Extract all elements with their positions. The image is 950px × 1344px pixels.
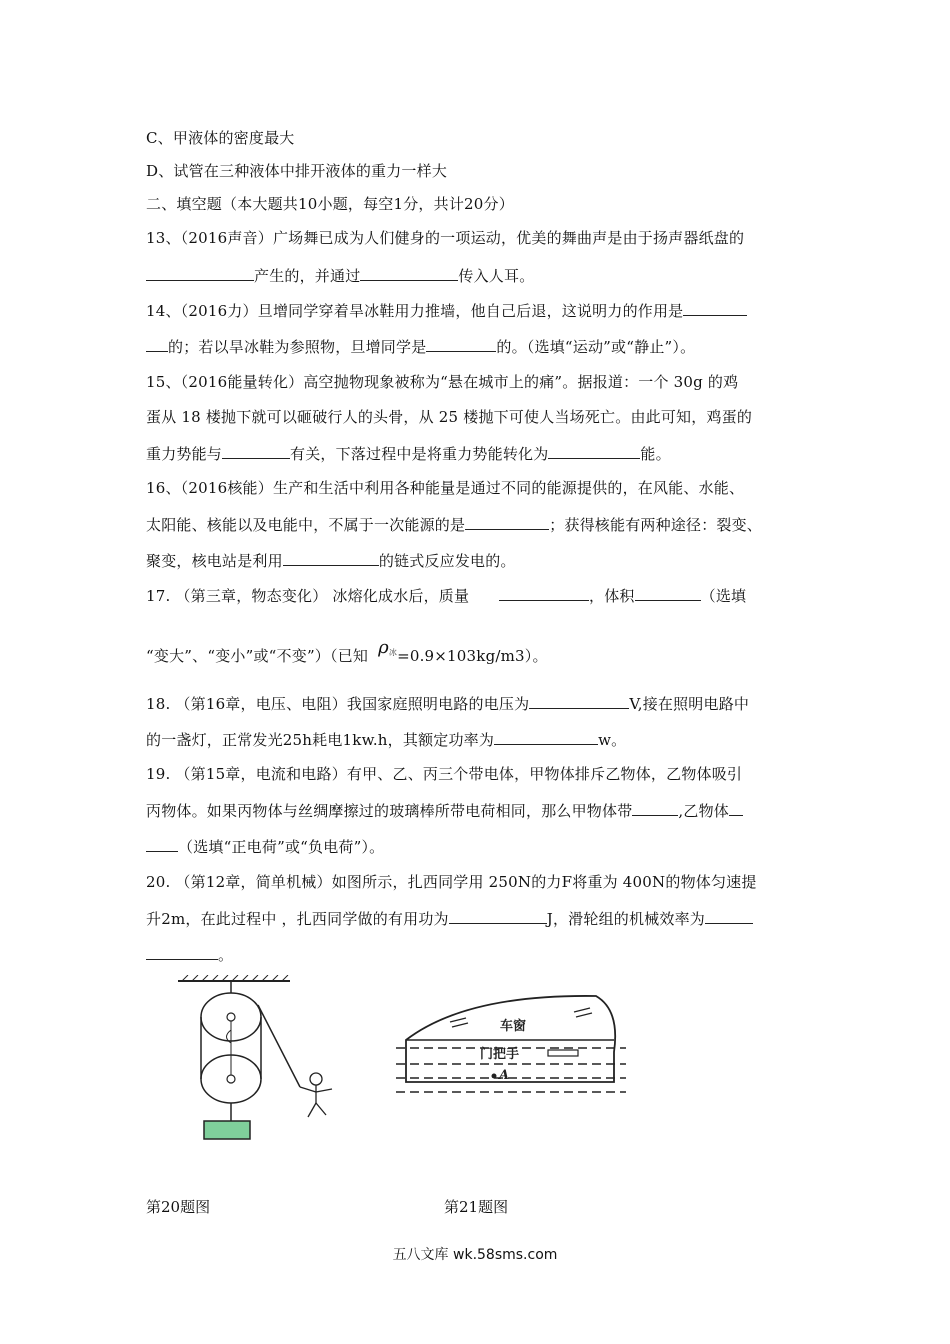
q19-line3: （选填“正电荷”或“负电荷”）。	[146, 836, 384, 857]
answer-blank[interactable]	[635, 585, 701, 601]
answer-blank[interactable]	[548, 443, 640, 459]
q16-line2: 太阳能、核能以及电能中，不属于一次能源的是 ；获得核能有两种途径：裂变、	[146, 516, 763, 534]
q17-line1: 17. （第三章，物态变化） 冰熔化成水后，质量 ，体积 （选填	[146, 587, 747, 605]
q20-line3: 。	[146, 944, 233, 965]
option-c: C、甲液体的密度最大	[146, 129, 295, 147]
rho-subscript: 冰	[388, 648, 398, 657]
answer-blank[interactable]	[529, 693, 629, 709]
q14-line2: 的；若以旱冰鞋为参照物，旦增同学是 的。（选填“运动”或“静止”）。	[146, 336, 695, 357]
pulley-figure	[172, 975, 362, 1145]
answer-blank[interactable]	[146, 336, 168, 352]
point-a-label: A	[499, 1068, 510, 1083]
q20-line1: 20. （第12章，简单机械）如图所示，扎西同学用 250N的力F将重为 400N的物体匀速提	[146, 873, 757, 891]
answer-blank[interactable]	[632, 800, 678, 816]
option-d: D、试管在三种液体中排开液体的重力一样大	[146, 162, 448, 180]
q14-line1: 14、（2016力）旦增同学穿着旱冰鞋用力推墙，他自己后退，这说明力的作用是	[146, 300, 747, 321]
answer-blank[interactable]	[283, 550, 379, 566]
q17-line2: “变大”、“变小”或“不变”）（已知 $\rho^冰=0.9\times 103kg/m3$）。	[146, 637, 548, 665]
door-handle-label: 门把手	[480, 1047, 520, 1062]
answer-blank[interactable]	[360, 265, 458, 281]
figure-20-caption: 第20题图	[146, 1198, 211, 1216]
answer-blank[interactable]	[705, 908, 753, 924]
rho-symbol: ρ	[378, 637, 389, 658]
answer-blank[interactable]	[494, 729, 598, 745]
q16-line1: 16、（2016核能）生产和生活中利用各种能量是通过不同的能源提供的，在风能、水能、	[146, 479, 745, 497]
answer-blank[interactable]	[146, 265, 254, 281]
answer-blank[interactable]	[499, 585, 589, 601]
q15-line1: 15、（2016能量转化）高空抛物现象被称为“悬在城市上的痛”。据报道：一个 30g 的鸡	[146, 373, 739, 391]
page-footer: 五八文库 wk.58sms.com	[392, 1247, 558, 1263]
q19-line2: 丙物体。如果丙物体与丝绸摩擦过的玻璃棒所带电荷相同，那么甲物体带 ,乙物体	[146, 800, 743, 821]
q13-line1: 13、（2016声音）广场舞已成为人们健身的一项运动，优美的舞曲声是由于扬声器纸盘的	[146, 229, 745, 247]
q18-line2: 的一盏灯，正常发光25h耗电1kw.h，其额定功率为 w。	[146, 731, 627, 749]
answer-blank[interactable]	[449, 908, 547, 924]
q16-line3: 聚变，核电站是利用 的链式反应发电的。	[146, 552, 516, 570]
q20-line2: 升2m，在此过程中 ，扎西同学做的有用功为 J，滑轮组的机械效率为	[146, 908, 753, 929]
answer-blank[interactable]	[729, 800, 743, 816]
answer-blank[interactable]	[683, 300, 747, 316]
answer-blank[interactable]	[465, 514, 549, 530]
section-heading: 二、填空题（本大题共10小题，每空1分，共计20分）	[146, 195, 514, 213]
q18-line1: 18. （第16章，电压、电阻）我国家庭照明电路的电压为 V,接在照明电路中	[146, 695, 750, 713]
answer-blank[interactable]	[426, 336, 496, 352]
q15-line3: 重力势能与 有关，下落过程中是将重力势能转化为 能。	[146, 445, 671, 463]
figure-21-caption: 第21题图	[444, 1198, 509, 1216]
car-window-label: 车窗	[500, 1019, 527, 1034]
answer-blank[interactable]	[146, 836, 178, 852]
car-window-figure	[396, 992, 626, 1102]
answer-blank[interactable]	[146, 944, 218, 960]
q19-line1: 19. （第15章，电流和电路）有甲、乙、丙三个带电体，甲物体排斥乙物体，乙物体吸引	[146, 765, 743, 783]
q15-line2: 蛋从 18 楼抛下就可以砸破行人的头骨，从 25 楼抛下可使人当场死亡。由此可知，鸡蛋的	[146, 408, 753, 426]
q13-line2: 产生的，并通过 传入人耳。	[146, 265, 534, 286]
answer-blank[interactable]	[222, 443, 290, 459]
